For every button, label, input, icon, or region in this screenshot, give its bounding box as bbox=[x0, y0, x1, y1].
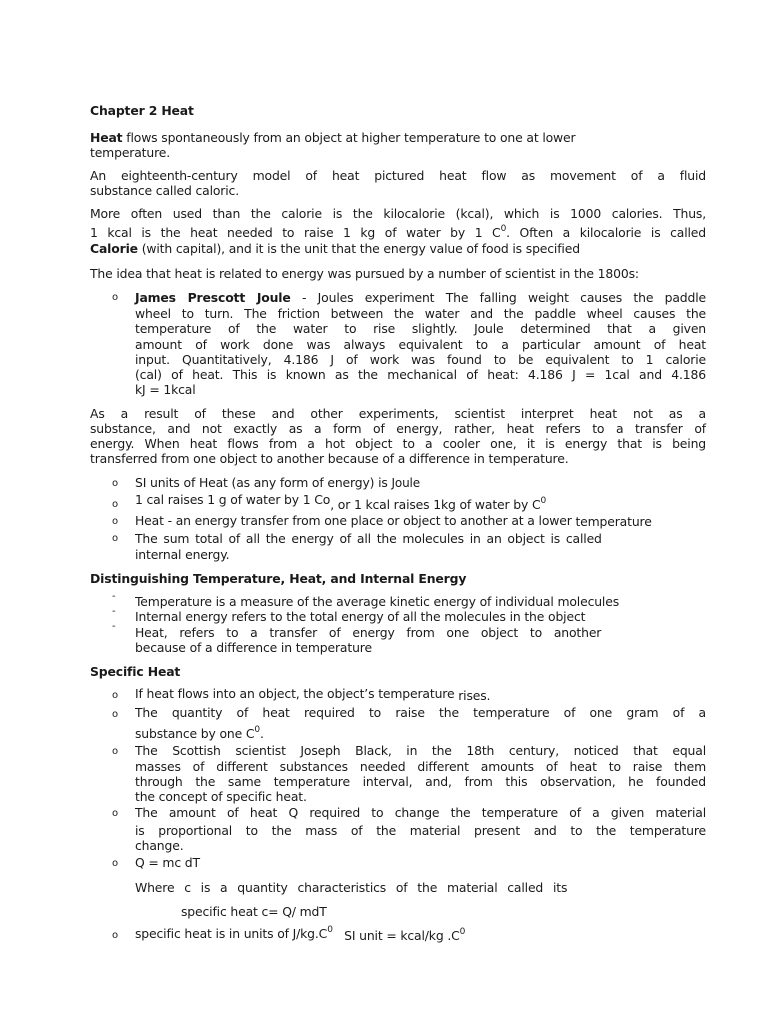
bullet-icon: o bbox=[112, 930, 118, 941]
specific-item-black-line1: The Scottish scientist Joseph Black, in the 18th century, noticed that equal bbox=[135, 743, 706, 758]
bullet-icon: o bbox=[112, 690, 118, 701]
bullet-icon: o bbox=[112, 709, 118, 720]
specific-item-amount-line2: is proportional to the mass of the material present and to the temperature bbox=[135, 823, 706, 838]
term-heat: Heat bbox=[90, 130, 123, 145]
bullet-icon: o bbox=[112, 746, 118, 757]
distinguish-item-internal-energy: Internal energy refers to the total energy of all the molecules in the object bbox=[135, 609, 586, 624]
paragraph-kcal-line3: Calorie (with capital), and it is the unit that the energy value of food is specified bbox=[90, 241, 580, 256]
joule-item-line3: temperature of the water to rise slightly. Joule determined that a given bbox=[135, 321, 706, 336]
distinguish-item-heat-line2: because of a difference in temperature bbox=[135, 640, 372, 655]
dash-icon: - bbox=[112, 606, 116, 617]
paragraph-caloric-line1: An eighteenth-century model of heat pictured heat flow as movement of a fluid bbox=[90, 168, 706, 183]
specific-item-black-line4: the concept of specific heat. bbox=[135, 789, 307, 804]
specific-item-quantity-line1: The quantity of heat required to raise the temperature of one gram of a bbox=[135, 705, 706, 720]
specific-item-quantity-line2: substance by one $C^0$. bbox=[135, 725, 264, 741]
paragraph-heat-definition-line2: temperature. bbox=[90, 145, 171, 160]
units-item-heat-transfer: Heat - an energy transfer from one place or object to another at a lower temperature bbox=[135, 513, 652, 529]
term-calorie: Calorie bbox=[90, 241, 138, 256]
specific-item-black-line2: masses of different substances needed different amounts of heat to raise them bbox=[135, 759, 706, 774]
paragraph-result-line4: transferred from one object to another because of a difference in temperature. bbox=[90, 451, 569, 466]
section-title-distinguishing: Distinguishing Temperature, Heat, and Internal Energy bbox=[90, 571, 467, 586]
dash-icon: - bbox=[112, 591, 116, 602]
joule-item-line1: James Prescott Joule - Joules experiment The falling weight causes the paddle bbox=[135, 290, 706, 305]
paragraph-kcal-line1: More often used than the calorie is the kilocalorie (kcal), which is 1000 calories. Thus, bbox=[90, 206, 706, 221]
bullet-icon: o bbox=[112, 478, 118, 489]
bullet-icon: o bbox=[112, 292, 118, 303]
term-joule: James Prescott Joule bbox=[135, 290, 291, 305]
specific-item-flows: If heat flows into an object, the object’s temperature rises. bbox=[135, 686, 491, 703]
units-item-internal-line1: The sum total of all the energy of all the molecules in an object is called bbox=[135, 531, 602, 546]
specific-item-amount-line3: change. bbox=[135, 838, 184, 853]
bullet-icon: o bbox=[112, 516, 118, 527]
units-item-si: SI units of Heat (as any form of energy) is Joule bbox=[135, 475, 420, 490]
joule-item-line2: wheel to turn. The friction between the water and the paddle wheel causes the bbox=[135, 306, 706, 321]
paragraph-caloric-line2: substance called caloric. bbox=[90, 183, 239, 198]
specific-item-black-line3: through the same temperature interval, and, from this observation, he founded bbox=[135, 774, 706, 789]
bullet-icon: o bbox=[112, 858, 118, 869]
bullet-icon: o bbox=[112, 499, 118, 510]
bullet-icon: o bbox=[112, 808, 118, 819]
formula-specific-heat: specific heat c= Q/ mdT bbox=[181, 904, 327, 919]
paragraph-result-line2: substance, and not exactly as a form of energy, rather, heat refers to a transfer of bbox=[90, 421, 706, 436]
bullet-icon: o bbox=[112, 533, 118, 544]
joule-item-line7: kJ = 1kcal bbox=[135, 382, 196, 397]
joule-item-line5: input. Quantitatively, 4.186 J of work was found to be equivalent to 1 calorie bbox=[135, 352, 706, 367]
paragraph-1800s: The idea that heat is related to energy was pursued by a number of scientist in the 1800s: bbox=[90, 266, 639, 281]
paragraph-kcal-line2: 1 kcal is the heat needed to raise 1 kg of water by 1 $C^0$. Often a kilocalorie is called bbox=[90, 224, 706, 240]
paragraph-heat-definition-line1: Heat flows spontaneously from an object at higher temperature to one at lower bbox=[90, 130, 576, 145]
where-c-line: Where c is a quantity characteristics of the material called its bbox=[135, 880, 568, 895]
dash-icon: - bbox=[112, 621, 116, 632]
joule-item-line4: amount of work done was always equivalent to a particular amount of heat bbox=[135, 337, 706, 352]
chapter-title: Chapter 2 Heat bbox=[90, 103, 194, 118]
paragraph-result-line1: As a result of these and other experiments, scientist interpret heat not as a bbox=[90, 406, 706, 421]
distinguish-item-temperature: Temperature is a measure of the average kinetic energy of individual molecules bbox=[135, 594, 620, 609]
joule-item-line6: (cal) of heat. This is known as the mechanical of heat: 4.186 J = 1cal and 4.186 bbox=[135, 367, 706, 382]
specific-item-amount-line1: The amount of heat Q required to change the temperature of a given material bbox=[135, 805, 706, 820]
distinguish-item-heat-line1: Heat, refers to a transfer of energy from one object to another bbox=[135, 625, 602, 640]
specific-item-units: specific heat is in units of $J/kg.C^0$ SI unit = kcal/kg $.C^0$ bbox=[135, 925, 466, 943]
formula-q-mc-dt: Q = mc dT bbox=[135, 855, 200, 870]
section-title-specific-heat: Specific Heat bbox=[90, 664, 181, 679]
units-item-internal-line2: internal energy. bbox=[135, 547, 230, 562]
units-item-cal: 1 cal raises 1 g of water by 1 Co, or 1 kcal raises 1kg of water by $C^0$ bbox=[135, 492, 547, 512]
paragraph-result-line3: energy. When heat flows from a hot object to a cooler one, it is energy that is being bbox=[90, 436, 706, 451]
